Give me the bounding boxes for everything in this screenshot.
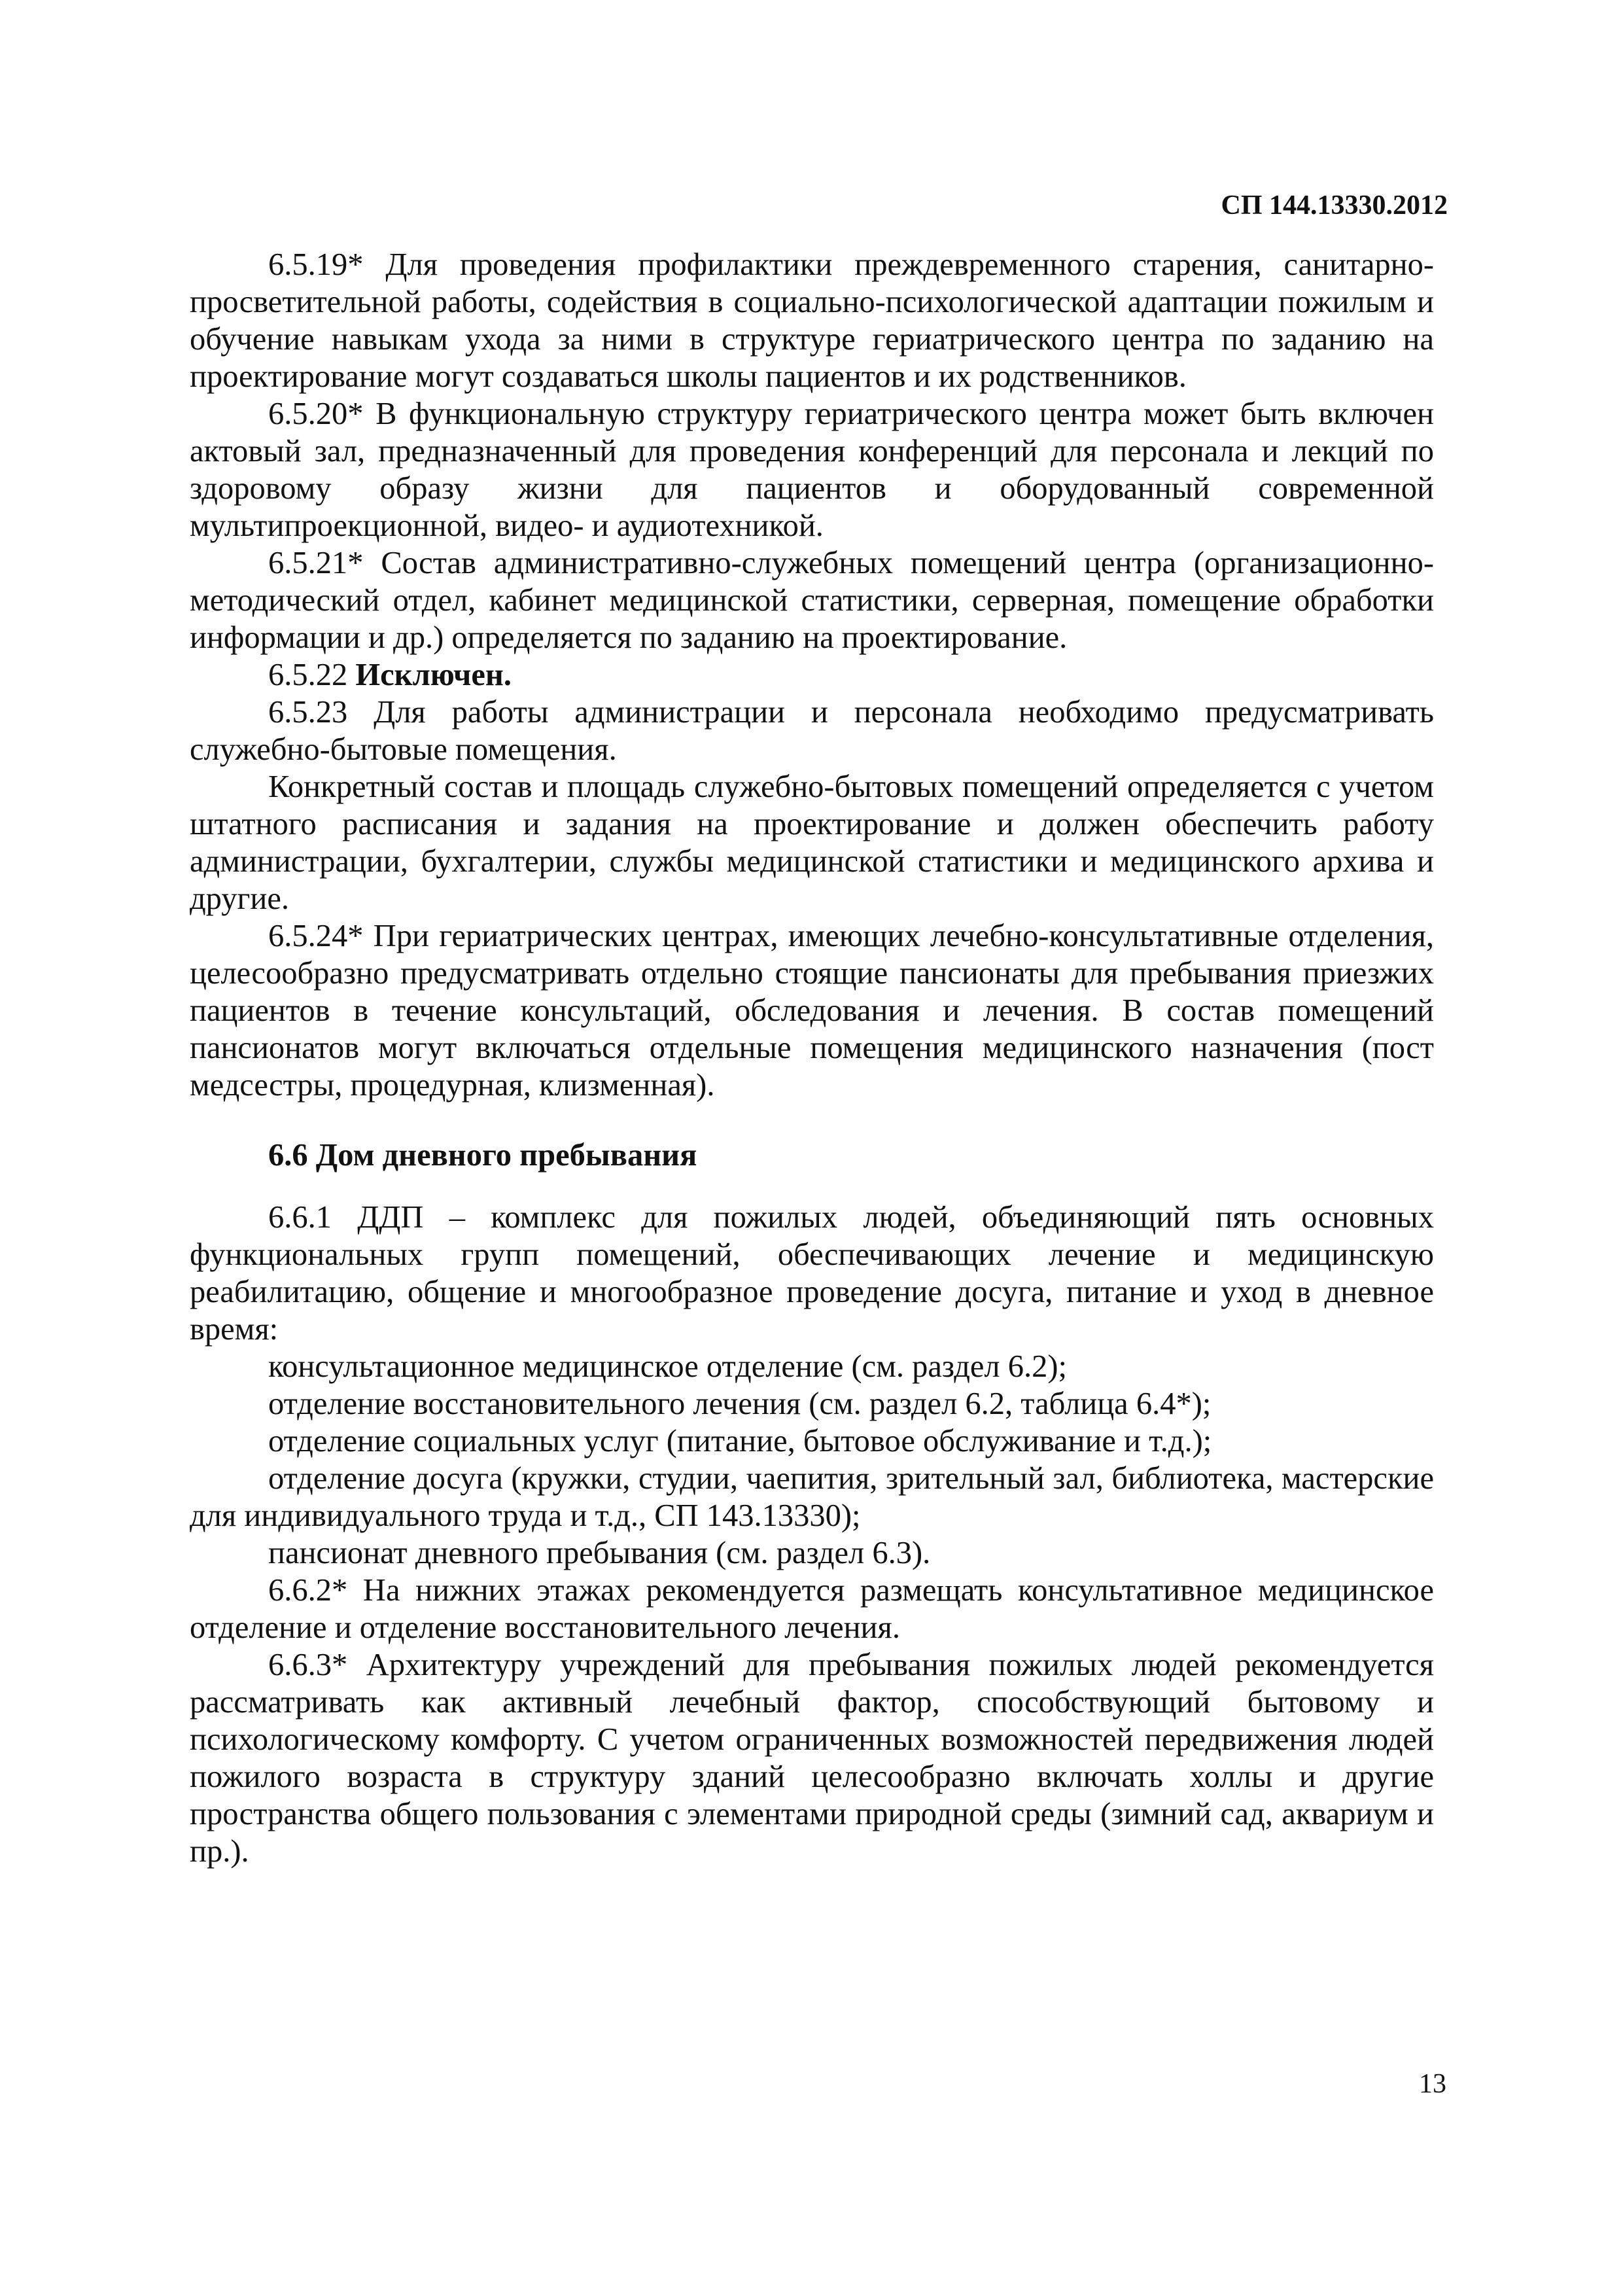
paragraph-text: Конкретный состав и площадь служебно-бытовых помещений определяется с учетом штатного расписания и задания на проектирование и должен обеспечить работу администрации, бухгалтерии, службы медицинской статистики и медицинского архива и другие. — [190, 769, 1434, 916]
paragraph-text: На нижних этажах рекомендуется размещать консультативное медицинское отделение и отделение восстановительного лечения. — [190, 1573, 1434, 1645]
paragraph-text: Архитектуру учреждений для пребывания пожилых людей рекомендуется рассматривать как активный лечебный фактор, способствующий бытовому и психологическому комфорту. С учетом ограниченных возможностей передвижения людей пожилого возраста в структуру зданий целесообразно включать холлы и другие пространства общего пользования с элементами природной среды (зимний сад, аквариум и пр.). — [190, 1648, 1434, 1869]
paragraph-text: При гериатрических центрах, имеющих лечебно-консультативные отделения, целесообразно предусматривать отдельно стоящие пансионаты для пребывания приезжих пациентов в течение консультаций, обследования и лечения. В состав помещений пансионатов могут включаться отдельные помещения медицинского назначения (пост медсестры, процедурная, клизменная). — [190, 919, 1434, 1103]
paragraph-6-6-2 — [190, 1572, 1434, 1646]
paragraph-6-6-3 — [190, 1646, 1434, 1870]
paragraph-6-5-22 — [190, 656, 1434, 694]
list-item: консультационное медицинское отделение (см. раздел 6.2); — [268, 1349, 1067, 1384]
list-item: отделение досуга (кружки, студии, чаепития, зрительный зал, библиотека, мастерские для индивидуального труда и т.д., СП 143.13330); — [190, 1461, 1434, 1533]
page-number: 13 — [1419, 2069, 1446, 2099]
paragraph-text: Состав административно-служебных помещений центра (организационно-методический отдел, кабинет медицинской статистики, серверная, помещение обработки информации и др.) определяется по заданию на проектирование. — [190, 546, 1434, 655]
paragraph-number: 6.5.23 — [268, 695, 348, 730]
paragraph-number: 6.5.20* — [268, 397, 364, 431]
list-item: отделение восстановительного лечения (см. раздел 6.2, таблица 6.4*); — [268, 1386, 1212, 1421]
paragraph-number: 6.6.1 — [268, 1200, 332, 1235]
paragraph-number: 6.6.3* — [268, 1648, 348, 1682]
paragraph-6-5-19 — [190, 246, 1434, 395]
paragraph-6-5-24 — [190, 917, 1434, 1104]
paragraph-text: Для работы администрации и персонала необходимо предусматривать служебно-бытовые помещения. — [190, 695, 1434, 767]
list-item: отделение социальных услуг (питание, бытовое обслуживание и т.д.); — [268, 1424, 1212, 1458]
section-heading: 6.6 Дом дневного пребывания — [268, 1138, 697, 1173]
document-code: СП 144.13330.2012 — [1221, 190, 1448, 221]
page-body — [190, 246, 1434, 1870]
paragraph-number: 6.5.19* — [268, 247, 364, 282]
paragraph-6-6-1 — [190, 1199, 1434, 1348]
paragraph-text: Для проведения профилактики преждевременного старения, санитарно-просветительной работы, содействия в социально-психологической адаптации пожилым и обучение навыкам ухода за ними в структуре гериатрического центра по заданию на проектирование могут создаваться школы пациентов и их родственников. — [190, 247, 1434, 394]
paragraph-number: 6.6.2* — [268, 1573, 348, 1608]
paragraph-6-5-23 — [190, 694, 1434, 768]
paragraph-number: 6.5.22 — [268, 658, 348, 692]
paragraph-bold-text: Исключен. — [355, 658, 512, 692]
paragraph-text: В функциональную структуру гериатрического центра может быть включен актовый зал, предназначенный для проведения конференций для персонала и лекций по здоровому образу жизни для пациентов и оборудованный современной мультипроекционной, видео- и аудиотехникой. — [190, 397, 1434, 543]
paragraph-6-5-20 — [190, 395, 1434, 544]
paragraph-6-5-21 — [190, 544, 1434, 656]
paragraph-composition — [190, 768, 1434, 917]
paragraph-number: 6.5.21* — [268, 546, 364, 580]
paragraph-text: ДДП – комплекс для пожилых людей, объединяющий пять основных функциональных групп помещений, обеспечивающих лечение и медицинскую реабилитацию, общение и многообразное проведение досуга, питание и уход в дневное время: — [190, 1200, 1434, 1347]
list-item: пансионат дневного пребывания (см. раздел 6.3). — [268, 1536, 931, 1570]
paragraph-number: 6.5.24* — [268, 919, 364, 953]
